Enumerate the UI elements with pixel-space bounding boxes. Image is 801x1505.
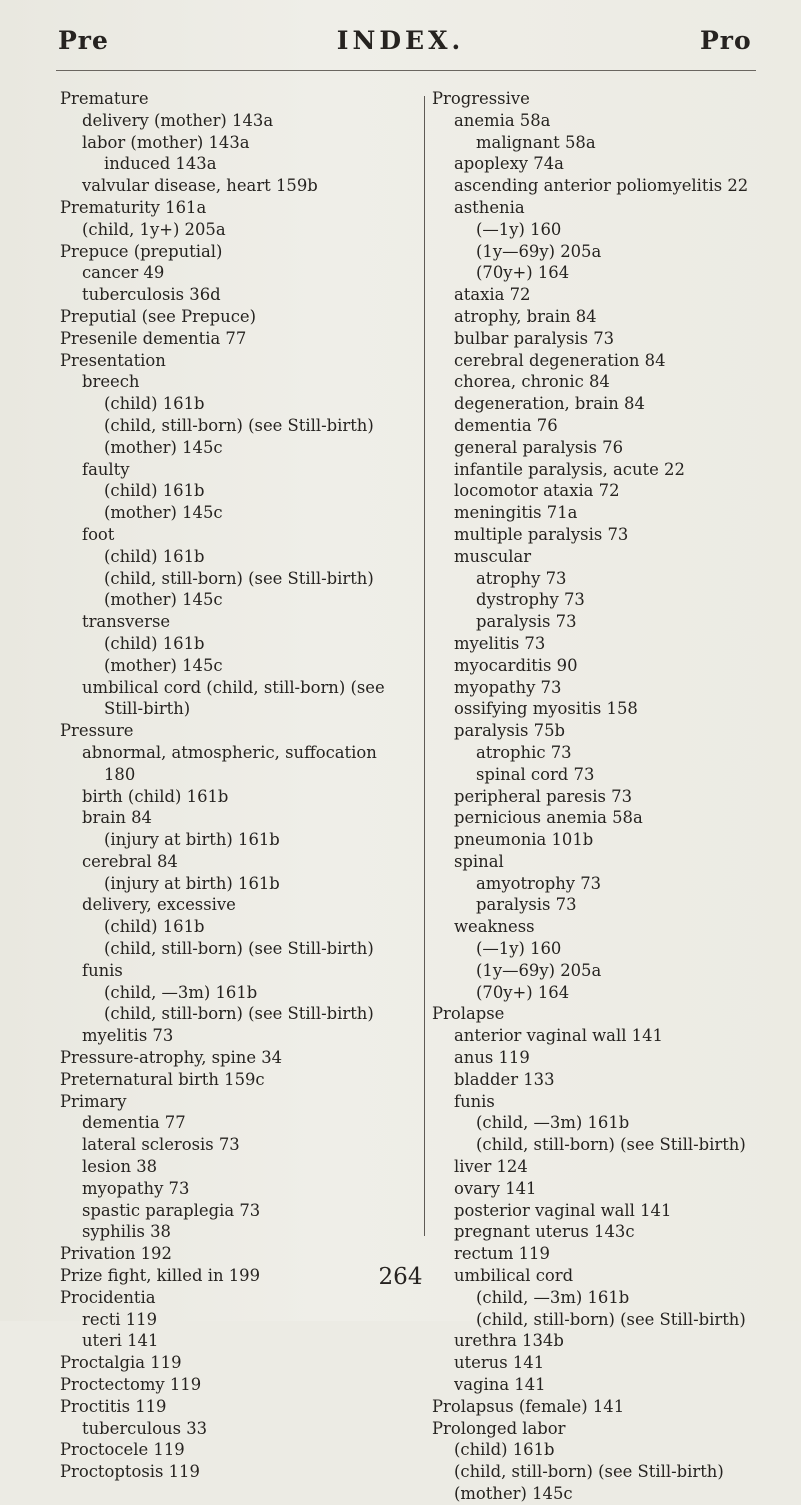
- index-subentry: ascending anterior poliomyelitis 22: [454, 176, 749, 196]
- index-subentry: (mother) 145c: [104, 503, 223, 523]
- index-subentry: (child) 161b: [104, 633, 205, 653]
- index-subentry: dystrophy 73: [476, 590, 585, 610]
- index-heading: Procidentia: [60, 1287, 156, 1307]
- index-subentry: cerebral 84: [82, 851, 178, 871]
- index-subentry: myopathy 73: [82, 1178, 190, 1198]
- index-subentry: malignant 58a: [476, 132, 596, 152]
- index-subentry: atrophy 73: [476, 568, 567, 588]
- index-subentry: (child) 161b: [104, 917, 205, 937]
- index-heading: Pressure: [60, 721, 134, 741]
- index-subentry: chorea, chronic 84: [454, 372, 610, 392]
- index-subentry: amyotrophy 73: [476, 873, 602, 893]
- index-subentry: myocarditis 90: [454, 655, 578, 675]
- index-heading: Prolonged labor: [432, 1418, 566, 1438]
- index-subentry: (child) 161b: [104, 546, 205, 566]
- index-subentry: tuberculosis 36d: [82, 285, 221, 305]
- index-heading: Privation 192: [60, 1244, 172, 1264]
- index-subentry: delivery, excessive: [82, 895, 236, 915]
- index-subentry: dementia 76: [454, 415, 558, 435]
- index-subentry: (mother) 145c: [454, 1484, 573, 1503]
- index-heading: Progressive: [432, 89, 530, 108]
- index-subentry: (child, still-born) (see Still-birth): [454, 1462, 724, 1482]
- index-subentry: peripheral paresis 73: [454, 786, 633, 806]
- index-subentry: syphilis 38: [82, 1222, 171, 1242]
- header-right-guide-word: Pro: [700, 26, 752, 55]
- index-heading: Premature: [60, 89, 149, 108]
- index-subentry: uterus 141: [454, 1353, 545, 1373]
- index-subentry: general paralysis 76: [454, 437, 624, 457]
- index-subentry: bulbar paralysis 73: [454, 328, 615, 348]
- index-heading: Proctoptosis 119: [60, 1462, 200, 1482]
- index-subentry: (child, still-born) (see Still-birth): [104, 568, 374, 588]
- index-subentry: atrophy, brain 84: [454, 306, 597, 326]
- index-subentry: umbilical cord (child, still-born) (see: [82, 677, 385, 697]
- index-heading: Proctocele 119: [60, 1440, 185, 1460]
- right-index-column: [432, 88, 792, 1505]
- index-subentry: ataxia 72: [454, 285, 531, 305]
- index-subentry: paralysis 73: [476, 895, 577, 915]
- index-subentry: infantile paralysis, acute 22: [454, 459, 685, 479]
- index-subentry: labor (mother) 143a: [82, 132, 250, 152]
- index-subentry: (child, —3m) 161b: [476, 1113, 630, 1133]
- index-subentry: faulty: [82, 459, 130, 479]
- index-subentry: (injury at birth) 161b: [104, 873, 280, 893]
- index-subentry: breech: [82, 372, 140, 392]
- index-subentry: (70y+) 164: [476, 263, 570, 283]
- index-heading: Preputial (see Prepuce): [60, 306, 256, 326]
- index-subentry: anterior vaginal wall 141: [454, 1026, 663, 1046]
- index-heading: Proctectomy 119: [60, 1375, 202, 1395]
- index-subentry: valvular disease, heart 159b: [82, 176, 318, 196]
- index-heading: Proctalgia 119: [60, 1353, 182, 1373]
- index-subentry: meningitis 71a: [454, 503, 578, 523]
- index-subentry: birth (child) 161b: [82, 786, 229, 806]
- column-divider: [424, 96, 425, 1236]
- index-subentry: (70y+) 164: [476, 982, 570, 1002]
- index-subentry: umbilical cord: [454, 1266, 574, 1286]
- index-subentry: myopathy 73: [454, 677, 562, 697]
- index-subentry: (child, still-born) (see Still-birth): [476, 1309, 746, 1329]
- index-subentry: (1y—69y) 205a: [476, 960, 602, 980]
- index-subentry: multiple paralysis 73: [454, 524, 629, 544]
- index-subentry: paralysis 73: [476, 612, 577, 632]
- index-heading: Pressure-atrophy, spine 34: [60, 1048, 283, 1068]
- index-subentry: degeneration, brain 84: [454, 394, 645, 414]
- index-subentry: vagina 141: [454, 1375, 546, 1395]
- index-subentry: (child) 161b: [104, 481, 205, 501]
- header-title: INDEX.: [336, 26, 465, 55]
- index-subentry: (1y—69y) 205a: [476, 241, 602, 261]
- index-heading: Prize fight, killed in 199: [60, 1266, 260, 1286]
- index-subentry: brain 84: [82, 808, 152, 828]
- index-subentry: uteri 141: [82, 1331, 159, 1351]
- index-subentry: lesion 38: [82, 1157, 158, 1177]
- index-subentry: pregnant uterus 143c: [454, 1222, 635, 1242]
- index-subentry: (child, still-born) (see Still-birth): [104, 1004, 374, 1024]
- index-subentry: Still-birth): [104, 699, 191, 719]
- index-subentry: funis: [82, 960, 123, 980]
- index-subentry: (child, —3m) 161b: [476, 1287, 630, 1307]
- index-subentry: (mother) 145c: [104, 590, 223, 610]
- index-heading: Prolapsus (female) 141: [432, 1396, 625, 1416]
- index-subentry: (injury at birth) 161b: [104, 830, 280, 850]
- index-subentry: (child, 1y+) 205a: [82, 219, 226, 239]
- index-subentry: foot: [82, 524, 115, 544]
- index-heading: Prepuce (preputial): [60, 241, 223, 261]
- index-subentry: spastic paraplegia 73: [82, 1200, 261, 1220]
- index-subentry: liver 124: [454, 1157, 528, 1177]
- index-heading: Prematurity 161a: [60, 197, 207, 217]
- index-subentry: 180: [104, 764, 136, 784]
- index-subentry: dementia 77: [82, 1113, 186, 1133]
- index-subentry: anemia 58a: [454, 110, 551, 130]
- index-subentry: cerebral degeneration 84: [454, 350, 666, 370]
- page-number: 264: [378, 1264, 423, 1290]
- index-subentry: (child, still-born) (see Still-birth): [104, 415, 374, 435]
- index-subentry: (—1y) 160: [476, 939, 562, 959]
- index-subentry: muscular: [454, 546, 532, 566]
- index-subentry: pernicious anemia 58a: [454, 808, 643, 828]
- index-subentry: myelitis 73: [454, 633, 546, 653]
- index-subentry: cancer 49: [82, 263, 165, 283]
- index-subentry: weakness: [454, 917, 535, 937]
- index-subentry: paralysis 75b: [454, 721, 565, 741]
- index-subentry: induced 143a: [104, 154, 217, 174]
- index-subentry: myelitis 73: [82, 1026, 174, 1046]
- index-subentry: abnormal, atmospheric, suffocation: [82, 742, 377, 762]
- index-subentry: (child) 161b: [454, 1440, 555, 1460]
- index-subentry: ovary 141: [454, 1178, 537, 1198]
- index-heading: Proctitis 119: [60, 1396, 167, 1416]
- index-subentry: posterior vaginal wall 141: [454, 1200, 672, 1220]
- index-subentry: locomotor ataxia 72: [454, 481, 620, 501]
- index-subentry: (mother) 145c: [104, 437, 223, 457]
- index-heading: Presentation: [60, 350, 166, 370]
- index-subentry: tuberculous 33: [82, 1418, 208, 1438]
- index-subentry: urethra 134b: [454, 1331, 564, 1351]
- header-left-guide-word: Pre: [58, 26, 109, 55]
- index-subentry: (child, still-born) (see Still-birth): [476, 1135, 746, 1155]
- index-subentry: (child, —3m) 161b: [104, 982, 258, 1002]
- index-heading: Preternatural birth 159c: [60, 1069, 265, 1089]
- index-subentry: pneumonia 101b: [454, 830, 594, 850]
- header-rule: [56, 70, 756, 71]
- index-subentry: lateral sclerosis 73: [82, 1135, 240, 1155]
- index-subentry: transverse: [82, 612, 171, 632]
- index-subentry: atrophic 73: [476, 742, 572, 762]
- index-subentry: rectum 119: [454, 1244, 550, 1264]
- index-subentry: asthenia: [454, 197, 525, 217]
- index-subentry: (mother) 145c: [104, 655, 223, 675]
- index-subentry: recti 119: [82, 1309, 158, 1329]
- index-heading: Presenile dementia 77: [60, 328, 247, 348]
- index-subentry: apoplexy 74a: [454, 154, 564, 174]
- index-subentry: spinal: [454, 851, 504, 871]
- index-subentry: anus 119: [454, 1048, 530, 1068]
- index-subentry: ossifying myositis 158: [454, 699, 638, 719]
- index-subentry: (child) 161b: [104, 394, 205, 414]
- index-subentry: bladder 133: [454, 1069, 555, 1089]
- index-subentry: delivery (mother) 143a: [82, 110, 274, 130]
- index-heading: Primary: [60, 1091, 127, 1111]
- index-subentry: (—1y) 160: [476, 219, 562, 239]
- index-subentry: spinal cord 73: [476, 764, 595, 784]
- index-subentry: funis: [454, 1091, 495, 1111]
- index-subentry: (child, still-born) (see Still-birth): [104, 939, 374, 959]
- index-heading: Prolapse: [432, 1004, 505, 1024]
